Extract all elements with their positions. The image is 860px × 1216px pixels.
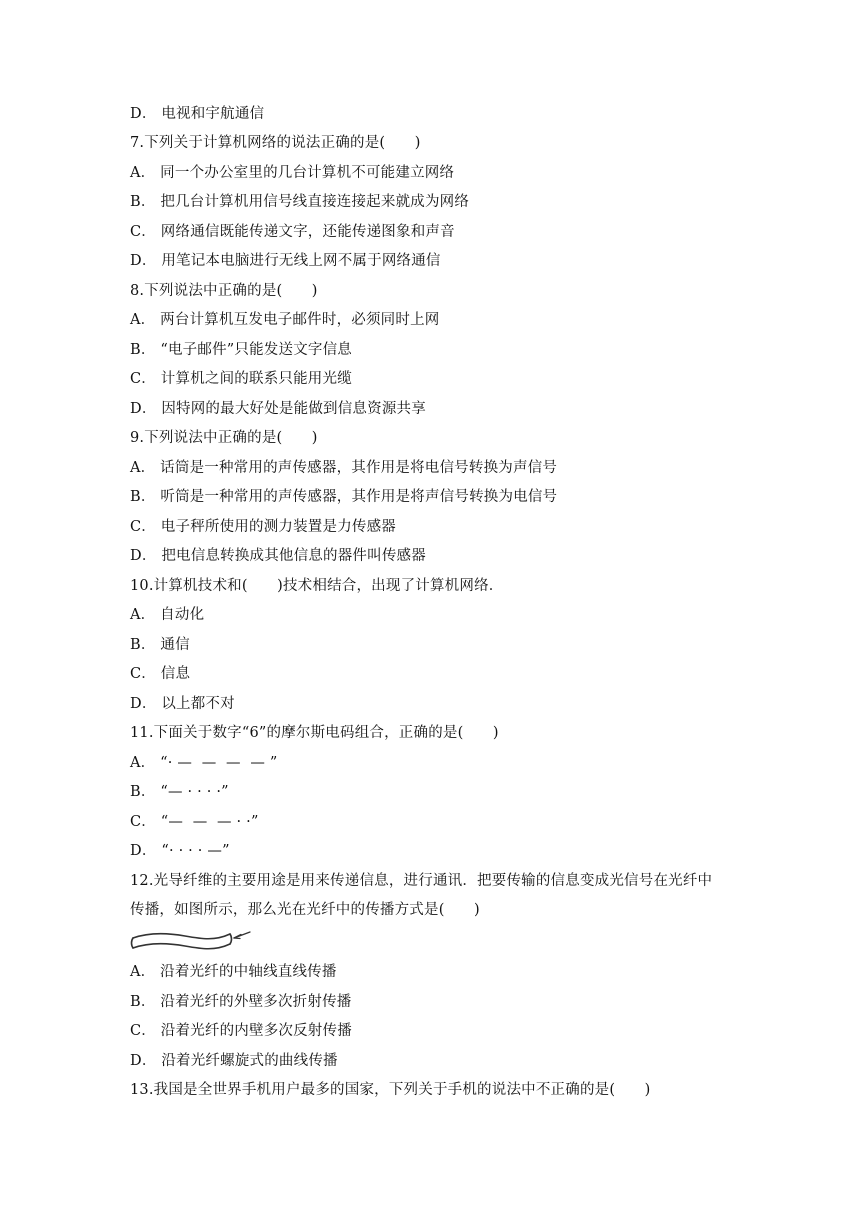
q11-question: 11.下面关于数字“6”的摩尔斯电码组合，正确的是( ) xyxy=(130,725,499,741)
q8-option-c: C． 计算机之间的联系只能用光缆 xyxy=(130,371,352,387)
q9-question: 9.下列说法中正确的是( ) xyxy=(130,430,318,446)
optical-fiber-figure xyxy=(130,929,254,953)
q7-option-b: B． 把几台计算机用信号线直接连接起来就成为网络 xyxy=(130,194,470,210)
q9-option-a: A． 话筒是一种常用的声传感器，其作用是将电信号转换为声信号 xyxy=(130,460,558,476)
q7-option-d: D． 用笔记本电脑进行无线上网不属于网络通信 xyxy=(130,253,441,269)
q8-option-d: D． 因特网的最大好处是能做到信息资源共享 xyxy=(130,401,426,417)
q11-option-a: A． “· — — — — ” xyxy=(130,755,278,771)
q10-option-b: B． 通信 xyxy=(130,637,190,653)
q9-option-b: B． 听筒是一种常用的声传感器，其作用是将声信号转换为电信号 xyxy=(130,489,558,505)
q7-option-a: A． 同一个办公室里的几台计算机不可能建立网络 xyxy=(130,165,455,181)
q12-question-line1: 12.光导纤维的主要用途是用来传递信息，进行通讯．把要传输的信息变成光信号在光纤中 xyxy=(130,873,713,889)
q8-question: 8.下列说法中正确的是( ) xyxy=(130,283,318,299)
q9-option-c: C． 电子秤所使用的测力装置是力传感器 xyxy=(130,519,397,535)
q10-option-d: D． 以上都不对 xyxy=(130,696,235,712)
q7-question: 7.下列关于计算机网络的说法正确的是( ) xyxy=(130,135,421,151)
q8-option-b: B． “电子邮件”只能发送文字信息 xyxy=(130,342,352,358)
q6-option-d: D． 电视和宇航通信 xyxy=(130,106,265,122)
q12-option-c: C． 沿着光纤的内壁多次反射传播 xyxy=(130,1023,352,1039)
q7-option-c: C． 网络通信既能传递文字，还能传递图象和声音 xyxy=(130,224,455,240)
q12-option-a: A． 沿着光纤的中轴线直线传播 xyxy=(130,964,337,980)
q10-option-c: C． 信息 xyxy=(130,666,191,682)
q11-option-d: D． “· · · · —” xyxy=(130,843,230,859)
q13-question: 13.我国是全世界手机用户最多的国家，下列关于手机的说法中不正确的是( ) xyxy=(130,1082,651,1098)
q12-option-b: B． 沿着光纤的外壁多次折射传播 xyxy=(130,994,352,1010)
q11-option-c: C． “— — — · ·” xyxy=(130,814,259,830)
q9-option-d: D． 把电信息转换成其他信息的器件叫传感器 xyxy=(130,548,426,564)
q8-option-a: A． 两台计算机互发电子邮件时，必须同时上网 xyxy=(130,312,440,328)
q10-option-a: A． 自动化 xyxy=(130,607,205,623)
q12-option-d: D． 沿着光纤螺旋式的曲线传播 xyxy=(130,1053,338,1069)
q10-question: 10.计算机技术和( )技术相结合，出现了计算机网络． xyxy=(130,578,504,594)
q11-option-b: B． “— · · · ·” xyxy=(130,784,229,800)
optical-fiber-icon xyxy=(132,934,232,949)
q12-question-line2: 传播，如图所示，那么光在光纤中的传播方式是( ) xyxy=(130,902,480,918)
light-arrow-icon xyxy=(234,932,250,939)
